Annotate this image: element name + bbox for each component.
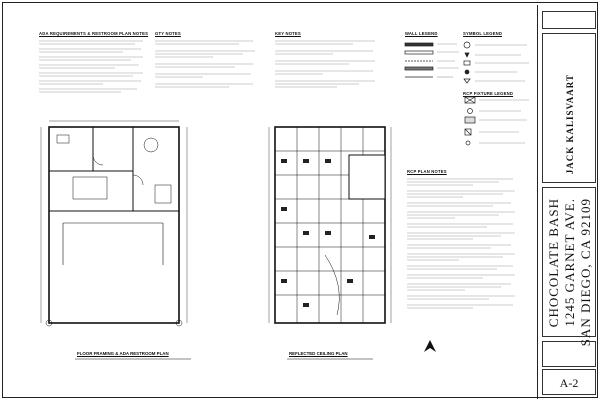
project-box: [542, 187, 596, 347]
legends-graphic: [401, 37, 537, 167]
key-notes-heading: KEY NOTES: [275, 31, 301, 36]
project-address: 1245 GARNET AVE.: [562, 198, 577, 327]
project-name: CHOCOLATE BASH: [546, 198, 561, 328]
gc-notes-heading: GTY NOTES: [155, 31, 181, 36]
sheet-number: A-2: [559, 376, 579, 390]
sheet-number-box: [542, 369, 596, 395]
symbol-legend-heading: SYMBOL LEGEND: [463, 31, 503, 36]
drawing-sheet: [2, 2, 598, 398]
title-block: [537, 5, 600, 399]
ada-notes-heading: ADA REQUIREMENTS & RESTROOM PLAN NOTES: [39, 31, 149, 36]
rcp-legend-heading: RCP FIXTURE LEGEND: [463, 91, 514, 96]
rcp-title: REFLECTED CEILING PLAN: [289, 351, 348, 356]
wall-legend-heading: WALL LEGEND: [405, 31, 438, 36]
floor-plan-title: FLOOR FRAMING & ADA RESTROOM PLAN: [77, 351, 169, 356]
firm-name: JACK KALISVAART: [565, 74, 575, 175]
north-arrow-icon: [423, 339, 437, 353]
rcp-title-rule: [285, 357, 375, 361]
sheet-info-box: [542, 341, 596, 367]
project-city: SAN DIEGO, CA 92109: [578, 198, 593, 347]
floor-title-rule: [73, 357, 193, 361]
revision-box: [542, 11, 596, 29]
rcp-notes-heading: RCP PLAN NOTES: [407, 169, 447, 174]
firm-box: [542, 33, 596, 183]
rcp-drawing: [249, 115, 409, 341]
floor-plan-drawing: [33, 115, 203, 341]
